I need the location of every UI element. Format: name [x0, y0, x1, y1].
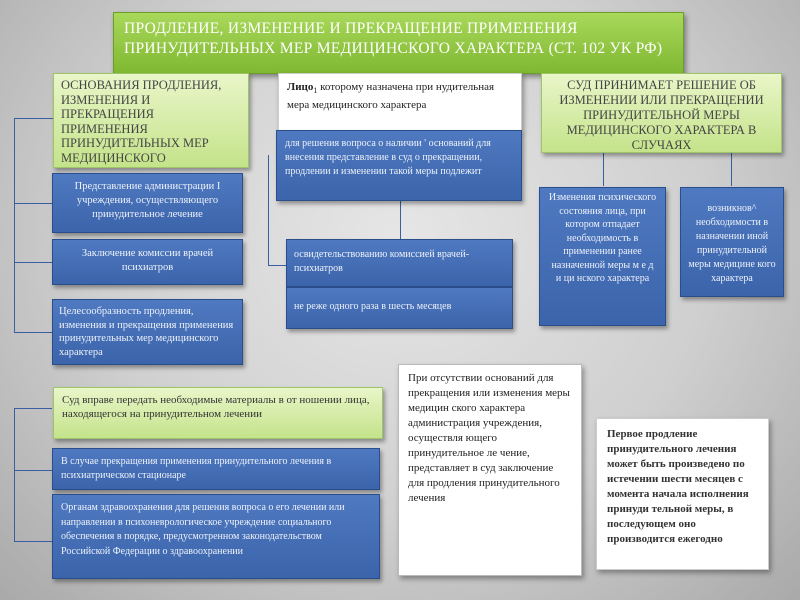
connector-mid-left-h: [268, 265, 286, 266]
case-state-change: Изменения психического состояния лица, при котором отпадает необходимость в применении ранее назначенной меры м е д и ци нского характера: [539, 187, 666, 326]
person-info: для решения вопроса о наличии ' оснований для внесения представление в суд о прекращении, продлении и изменении такой меры подлежит: [276, 130, 522, 201]
connector-bl-1: [14, 470, 52, 471]
exam-commission: освидетельствованию комиссией врачей-психиатров: [286, 239, 513, 287]
connector-bl-top: [14, 408, 52, 409]
exam-frequency: не реже одного раза в шесть месяцев: [286, 287, 513, 329]
health-authorities: Органам здравоохранения для решения вопроса о его лечении или направлении в психоневрологическое учреждение социального обеспечения в порядке, предусмотренном законодательством Российской Федерации о здравоохранении: [52, 494, 380, 579]
person-header-bold: Лицо: [287, 81, 314, 93]
connector-mid-vertical: [400, 201, 401, 239]
termination-case: В случае прекращения применения принудительного лечения в психиатрическом стационаре: [52, 448, 380, 490]
case-new-measure: возникнов^ необходимости в назначении иной принудительной меры медицине кого характера: [680, 187, 784, 297]
court-decision-header: СУД ПРИНИМАЕТ РЕШЕНИЕ ОБ ИЗМЕНЕНИИ ИЛИ ПРЕКРАЩЕНИИ ПРИНУДИТЕЛЬНОЙ МЕРЫ МЕДИЦИНСКОГО ХАРАКТЕРА В СЛУЧАЯХ: [541, 73, 782, 153]
ground-item-administration: Представление администрации I учреждения, осуществляющего принудительное лечение: [52, 173, 243, 233]
person-header: [278, 73, 522, 131]
connector-mid-left: [268, 155, 269, 265]
ground-item-expediency: Целесообразность продления, изменения и прекращения применения принудительных мер медицинского характера: [52, 299, 243, 365]
person-header-sub: 1: [313, 86, 318, 96]
grounds-header: ОСНОВАНИЯ ПРОДЛЕНИЯ, ИЗМЕНЕНИЯ И ПРЕКРАЩЕНИЯ ПРИМЕНЕНИЯ ПРИНУДИТЕЛЬНЫХ МЕР МЕДИЦИНСКОГО: [53, 73, 249, 168]
connector-bl-2: [14, 541, 52, 542]
connector-left-top: [14, 118, 54, 119]
connector-right-down2: [731, 152, 732, 186]
connector-bl-vertical: [14, 408, 15, 542]
connector-left-1: [14, 203, 52, 204]
page-title: ПРОДЛЕНИЕ, ИЗМЕНЕНИЕ И ПРЕКРАЩЕНИЕ ПРИМЕНЕНИЯ ПРИНУДИТЕЛЬНЫХ МЕР МЕДИЦИНСКОГО ХАРАКТЕРА (СТ. 102 УК РФ): [113, 12, 684, 74]
person-header-rest: которому назначена при нудительная мера медицинского характера: [287, 81, 495, 112]
connector-right-down1: [603, 152, 604, 186]
ground-item-commission: Заключение комиссии врачей психиатров: [52, 239, 243, 285]
first-extension: Первое продление принудительного лечения может быть произведено по истечении шести месяцев с момента начала исполнения принуди тельной меры, в последующем оно производится ежегодно: [596, 418, 769, 570]
extension-absence: При отсутствии оснований для прекращения или изменения меры медицин ского характера администрация учреждения, осуществля ющего принудительное ле чение, представляет в суд заключение для продления принудительного лечения: [398, 364, 582, 576]
connector-left-2: [14, 262, 52, 263]
connector-left-3: [14, 332, 52, 333]
court-transfer: Суд вправе передать необходимые материалы в от ношении лица, находящегося на принудительном лечении: [53, 387, 383, 439]
connector-left-vertical: [14, 118, 15, 333]
